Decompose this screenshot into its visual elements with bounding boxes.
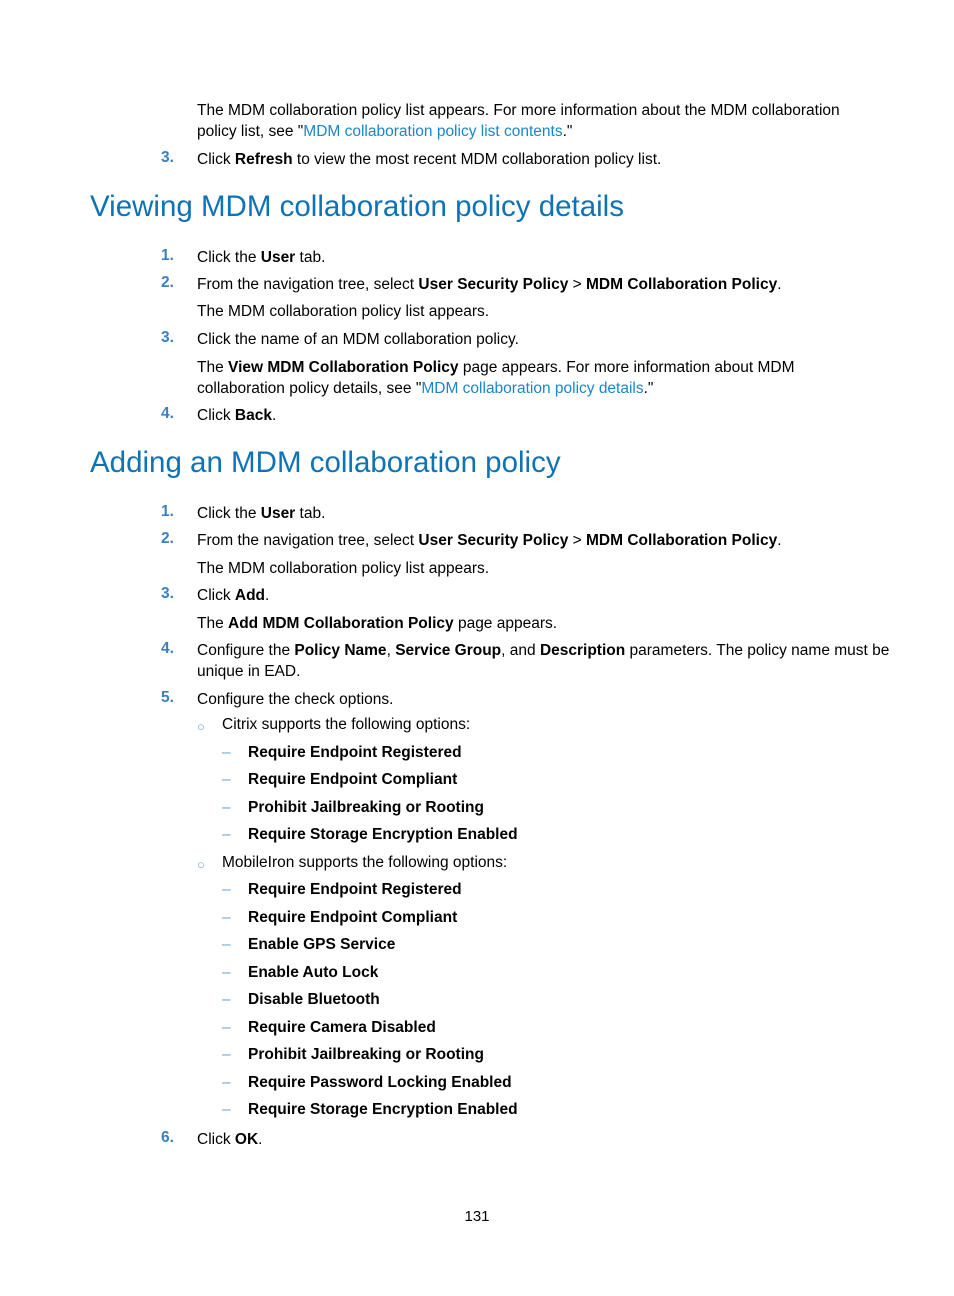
dash-bullet-icon: – xyxy=(222,799,231,816)
step-number: 2. xyxy=(161,274,174,291)
back-label: Back xyxy=(234,407,272,424)
text: . xyxy=(265,587,270,604)
text: parameters. The policy name must be xyxy=(625,642,890,659)
policy-details-link[interactable]: MDM collaboration policy details xyxy=(421,380,644,397)
dash-bullet-icon: – xyxy=(222,881,231,898)
mobileiron-option: Require Camera Disabled xyxy=(248,1019,436,1036)
step-text xyxy=(197,530,782,551)
text: tab. xyxy=(295,249,326,266)
step-result: The MDM collaboration policy list appears. xyxy=(197,560,490,577)
step-text xyxy=(197,405,276,426)
intro-line-2-prefix: policy list, see " xyxy=(197,123,304,140)
dash-bullet-icon: – xyxy=(222,1101,231,1118)
step-number: 3. xyxy=(161,329,174,346)
step-result: The MDM collaboration policy list appears. xyxy=(197,303,490,320)
text: Click xyxy=(197,407,235,424)
param-service-group: Service Group xyxy=(395,642,502,659)
text: tab. xyxy=(295,505,326,522)
dash-bullet-icon: – xyxy=(222,936,231,953)
step-number: 1. xyxy=(161,503,174,520)
mobileiron-option: Require Storage Encryption Enabled xyxy=(248,1101,518,1118)
citrix-label: Citrix supports the following options: xyxy=(222,716,471,733)
intro-line-2-suffix: ." xyxy=(562,123,573,140)
step-number: 2. xyxy=(161,530,174,547)
mobileiron-option: Enable GPS Service xyxy=(248,936,396,953)
text: . xyxy=(777,532,782,549)
text: page appears. For more information about MDM xyxy=(458,359,795,376)
step-number: 4. xyxy=(161,405,174,422)
section-heading-viewing: Viewing MDM collaboration policy details xyxy=(90,190,624,223)
step-text: Click xyxy=(197,151,235,168)
ok-label: OK xyxy=(234,1131,259,1148)
mobileiron-option: Require Password Locking Enabled xyxy=(248,1074,512,1091)
citrix-option: Require Endpoint Registered xyxy=(248,744,462,761)
policy-list-contents-link[interactable]: MDM collaboration policy list contents xyxy=(303,123,563,140)
step-text: Configure the check options. xyxy=(197,691,394,708)
param-policy-name: Policy Name xyxy=(294,642,387,659)
text: From the navigation tree, select xyxy=(197,276,419,293)
text: > xyxy=(568,276,587,293)
text: Configure the xyxy=(197,642,295,659)
text: collaboration policy details, see " xyxy=(197,380,422,397)
param-description: Description xyxy=(539,642,626,659)
nav-mdm-collaboration-policy: MDM Collaboration Policy xyxy=(586,532,778,549)
user-tab-label: User xyxy=(260,249,296,266)
step-text xyxy=(197,247,325,268)
page-name: View MDM Collaboration Policy xyxy=(228,359,459,376)
circle-bullet-icon: ○ xyxy=(197,857,205,872)
text: page appears. xyxy=(453,615,558,632)
mobileiron-option: Prohibit Jailbreaking or Rooting xyxy=(248,1046,484,1063)
step-result xyxy=(197,357,795,399)
step-text: to view the most recent MDM collaboration policy list. xyxy=(292,151,662,168)
nav-mdm-collaboration-policy: MDM Collaboration Policy xyxy=(586,276,778,293)
step-text: Click the name of an MDM collaboration policy. xyxy=(197,331,519,348)
page-number: 131 xyxy=(464,1208,490,1225)
text: > xyxy=(568,532,587,549)
text: . xyxy=(258,1131,263,1148)
text: Click xyxy=(197,587,235,604)
dash-bullet-icon: – xyxy=(222,1046,231,1063)
step-number: 3. xyxy=(161,149,174,166)
dash-bullet-icon: – xyxy=(222,744,231,761)
text: ." xyxy=(643,380,654,397)
nav-user-security-policy: User Security Policy xyxy=(418,532,569,549)
citrix-option: Require Storage Encryption Enabled xyxy=(248,826,518,843)
dash-bullet-icon: – xyxy=(222,826,231,843)
step-text xyxy=(197,585,269,606)
section-heading-adding: Adding an MDM collaboration policy xyxy=(90,446,561,479)
dash-bullet-icon: – xyxy=(222,1019,231,1036)
step-number: 5. xyxy=(161,689,174,706)
step-number: 6. xyxy=(161,1129,174,1146)
mobileiron-label: MobileIron supports the following options: xyxy=(222,854,508,871)
dash-bullet-icon: – xyxy=(222,964,231,981)
text: Click the xyxy=(197,505,261,522)
circle-bullet-icon: ○ xyxy=(197,719,205,734)
text: , and xyxy=(501,642,540,659)
dash-bullet-icon: – xyxy=(222,771,231,788)
text: unique in EAD. xyxy=(197,663,301,680)
step-text xyxy=(197,1129,262,1150)
step-number: 4. xyxy=(161,640,174,657)
mobileiron-option: Require Endpoint Registered xyxy=(248,881,462,898)
citrix-option: Require Endpoint Compliant xyxy=(248,771,458,788)
nav-user-security-policy: User Security Policy xyxy=(418,276,569,293)
text: . xyxy=(777,276,782,293)
text: , xyxy=(386,642,396,659)
mobileiron-option: Enable Auto Lock xyxy=(248,964,379,981)
mobileiron-option: Disable Bluetooth xyxy=(248,991,380,1008)
add-label: Add xyxy=(234,587,266,604)
dash-bullet-icon: – xyxy=(222,909,231,926)
citrix-option: Prohibit Jailbreaking or Rooting xyxy=(248,799,484,816)
text: Click xyxy=(197,1131,235,1148)
step-refresh xyxy=(197,149,661,170)
text: . xyxy=(271,407,277,424)
step-number: 1. xyxy=(161,247,174,264)
step-result xyxy=(197,613,557,634)
step-text xyxy=(197,640,889,682)
step-text xyxy=(197,503,325,524)
dash-bullet-icon: – xyxy=(222,991,231,1008)
page-name: Add MDM Collaboration Policy xyxy=(228,615,454,632)
dash-bullet-icon: – xyxy=(222,1074,231,1091)
text: The xyxy=(197,615,229,632)
mobileiron-option: Require Endpoint Compliant xyxy=(248,909,458,926)
user-tab-label: User xyxy=(260,505,296,522)
text: From the navigation tree, select xyxy=(197,532,419,549)
intro-paragraph xyxy=(197,100,840,142)
step-number: 3. xyxy=(161,585,174,602)
text: Click the xyxy=(197,249,261,266)
text: The xyxy=(197,359,229,376)
intro-line-1: The MDM collaboration policy list appears. For more information about the MDM collaboration xyxy=(197,102,840,119)
refresh-label: Refresh xyxy=(234,151,293,168)
step-text xyxy=(197,274,782,295)
